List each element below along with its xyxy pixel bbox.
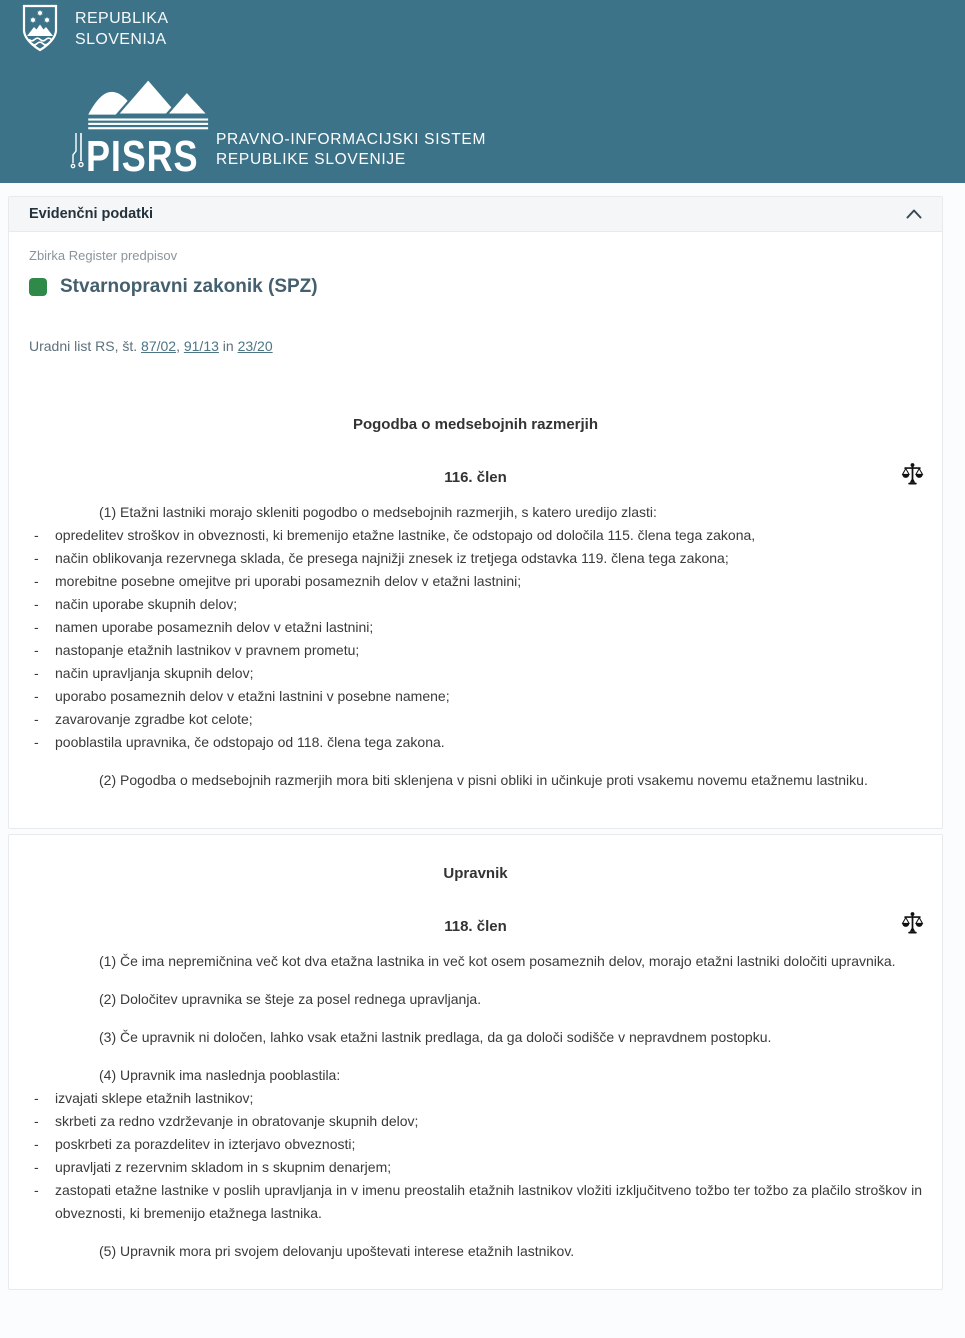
evidencni-podatki-card [8, 196, 943, 829]
pisrs-tagline-line2: REPUBLIKE SLOVENIJE [216, 151, 406, 168]
article-number-118: 118. člen [444, 918, 507, 935]
pisrs-circuit-icon [70, 133, 84, 175]
list-item-text: način upravljanja skupnih delov; [55, 665, 254, 681]
gazette-prefix: Uradni list RS, št. [29, 338, 138, 354]
scales-icon[interactable] [901, 462, 924, 486]
paragraph: (2) Določitev upravnika se šteje za posel rednega upravljanja. [99, 991, 482, 1007]
panel-title: Evidenčni podatki [29, 206, 154, 222]
dash-marker: - [34, 734, 39, 750]
article-118-body [9, 835, 942, 1289]
dash-marker: - [34, 665, 39, 681]
document-title: Stvarnopravni zakonik (SPZ) [60, 276, 318, 297]
slovenia-coat-of-arms-icon [20, 4, 60, 54]
gov-name-line2: SLOVENIJA [75, 31, 167, 48]
list-item [29, 570, 922, 593]
list-item [29, 1110, 922, 1133]
dash-list-118 [29, 1087, 922, 1225]
gov-name [75, 8, 168, 50]
list-item-text: opredelitev stroškov in obveznosti, ki bremenijo etažne lastnike, če odstopajo od določila 115. člena tega zakona, [55, 527, 756, 543]
paragraph: (3) Če upravnik ni določen, lahko vsak etažni lastnik predlaga, da ga določi sodišče v nepravdnem postopku. [99, 1029, 772, 1045]
gov-brand[interactable] [20, 4, 168, 54]
pisrs-wordmark: PISRS [86, 132, 199, 181]
evidencni-podatki-body [9, 232, 942, 828]
pisrs-mountains-icon [82, 74, 224, 132]
site-header [0, 0, 965, 183]
list-item-text: zavarovanje zgradbe kot celote; [55, 711, 253, 727]
list-item-text: uporabo posameznih delov v etažni lastnini v posebne namene; [55, 688, 450, 704]
paragraph: (4) Upravnik ima naslednja pooblastila: [99, 1067, 341, 1083]
list-item-text: način oblikovanja rezervnega sklada, če presega najnižji znesek iz tretjega odstavka 119. člena tega zakona; [55, 550, 729, 566]
list-item [29, 639, 922, 662]
list-item [29, 1156, 922, 1179]
chevron-up-icon[interactable] [906, 209, 922, 219]
list-item [29, 662, 922, 685]
gov-name-line1: REPUBLIKA [75, 10, 169, 27]
pisrs-logo[interactable] [70, 74, 487, 181]
list-item-text: izvajati sklepe etažnih lastnikov; [55, 1090, 254, 1106]
dash-marker: - [34, 1136, 39, 1152]
list-item-text: zastopati etažne lastnike v poslih upravljanja in v imenu preostalih etažnih lastnikov vložiti izključitveno tožbo ter tožbo za plačilo stroškov in obveznosti, ki bremenijo etažnega lastnika. [55, 1182, 922, 1221]
dash-marker: - [34, 711, 39, 727]
article-number-row-116 [29, 469, 922, 486]
paragraph: (2) Pogodba o medsebojnih razmerjih mora biti sklenjena v pisni obliki in učinkuje proti vsakemu novemu etažnemu lastniku. [99, 772, 868, 788]
pisrs-logo-mark [70, 74, 224, 181]
paragraph: (1) Etažni lastniki morajo skleniti pogodbo o medsebojnih razmerjih, s katero uredijo zlasti: [99, 504, 657, 520]
list-item [29, 1087, 922, 1110]
dash-marker: - [34, 527, 39, 543]
dash-marker: - [34, 1113, 39, 1129]
dash-marker: - [34, 1159, 39, 1175]
dash-marker: - [34, 550, 39, 566]
dash-list-116 [29, 524, 922, 754]
list-item-text: nastopanje etažnih lastnikov v pravnem prometu; [55, 642, 360, 658]
list-item [29, 616, 922, 639]
list-item-text: skrbeti za redno vzdrževanje in obratovanje skupnih delov; [55, 1113, 419, 1129]
list-item [29, 731, 922, 754]
gazette-link-2[interactable]: 91/13 [183, 338, 219, 354]
list-item-text: morebitne posebne omejitve pri uporabi posameznih delov v etažni lastnini; [55, 573, 522, 589]
gazette-separator: , [176, 338, 180, 354]
list-item-text: način uporabe skupnih delov; [55, 596, 238, 612]
paragraph: (5) Upravnik mora pri svojem delovanju upoštevati interese etažnih lastnikov. [99, 1243, 575, 1259]
collection-label: Zbirka Register predpisov [29, 248, 178, 263]
gazette-line [29, 338, 922, 354]
scales-icon[interactable] [901, 911, 924, 935]
gazette-conjunction: in [222, 338, 234, 354]
list-item [29, 708, 922, 731]
pisrs-tagline-line1: PRAVNO-INFORMACIJSKI SISTEM [216, 131, 487, 148]
section-heading-118: Upravnik [443, 865, 508, 882]
dash-marker: - [34, 573, 39, 589]
list-item [29, 1133, 922, 1156]
list-item-text: namen uporabe posameznih delov v etažni lastnini; [55, 619, 374, 635]
dash-marker: - [34, 688, 39, 704]
list-item [29, 547, 922, 570]
pisrs-tagline [216, 130, 486, 175]
list-item-text: poskrbeti za porazdelitev in izterjavo obveznosti; [55, 1136, 356, 1152]
dash-marker: - [34, 596, 39, 612]
gazette-link-3[interactable]: 23/20 [237, 338, 273, 354]
list-item [29, 1179, 922, 1225]
gazette-link-1[interactable]: 87/02 [141, 338, 177, 354]
article-number-row-118 [29, 918, 922, 935]
dash-marker: - [34, 1090, 39, 1106]
article-118-card [8, 834, 943, 1290]
evidencni-podatki-header[interactable] [9, 197, 942, 232]
list-item [29, 685, 922, 708]
paragraph: (1) Če ima nepremičnina več kot dva etažna lastnika in več kot osem posameznih delov, morajo etažni lastniki določiti upravnika. [99, 953, 896, 969]
list-item-text: pooblastila upravnika, če odstopajo od 118. člena tega zakona. [55, 734, 445, 750]
dash-marker: - [34, 1182, 39, 1198]
validity-indicator-icon [29, 278, 47, 296]
list-item-text: upravljati z rezervnim skladom in s skupnim denarjem; [55, 1159, 392, 1175]
list-item [29, 524, 922, 547]
list-item [29, 593, 922, 616]
article-number-116: 116. člen [444, 469, 507, 486]
dash-marker: - [34, 619, 39, 635]
dash-marker: - [34, 642, 39, 658]
document-title-row [29, 276, 922, 298]
section-heading-116: Pogodba o medsebojnih razmerjih [352, 416, 599, 433]
